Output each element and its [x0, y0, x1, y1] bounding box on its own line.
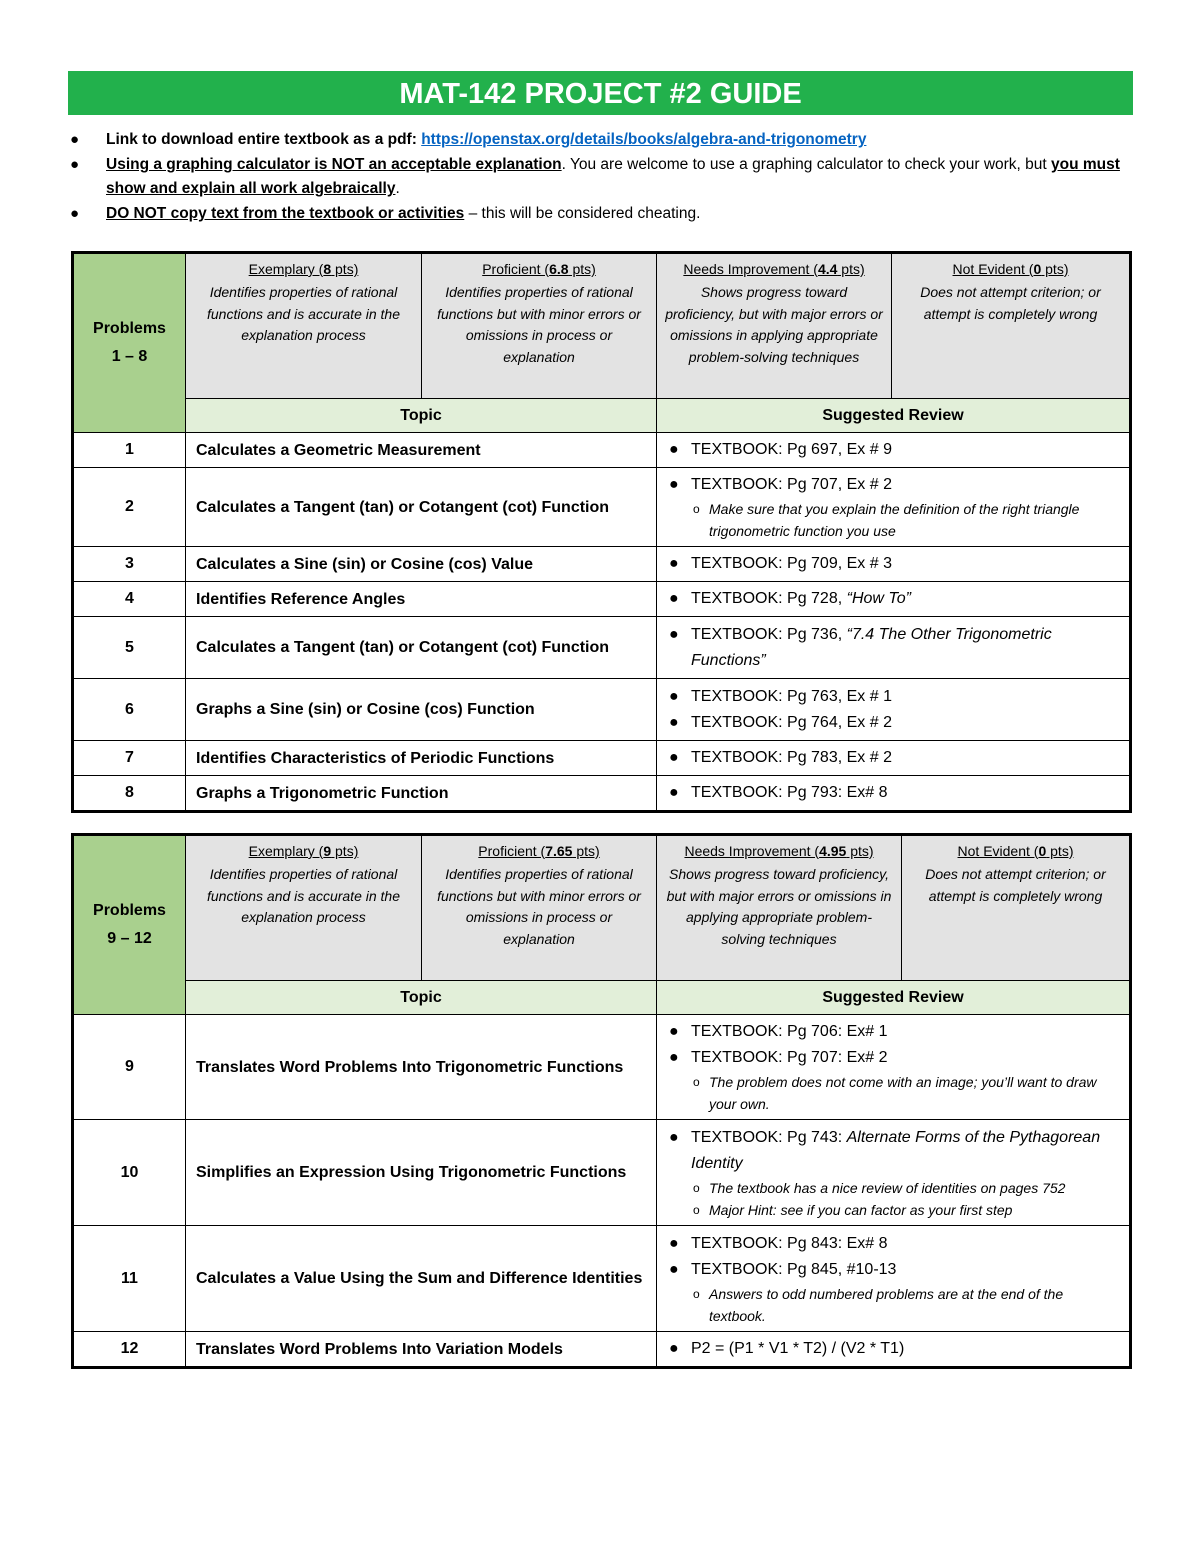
table-row: 2 Calculates a Tangent (tan) or Cotangent (cot) Function ● TEXTBOOK: Pg 707, Ex # 2 o Make sure that you explain the definition of the right triangle trigonometric function you use	[73, 468, 1131, 547]
suggested-review-header: Suggested Review	[657, 981, 1131, 1015]
topic-header: Topic	[186, 399, 657, 433]
bullet-icon: ●	[70, 131, 80, 148]
level-needs-improvement: Needs Improvement (4.4 pts) Shows progress toward proficiency, but with major errors or omissions in applying appropriate problem-solving techniques	[657, 253, 892, 399]
level-not-evident: Not Evident (0 pts) Does not attempt criterion; or attempt is completely wrong	[902, 835, 1131, 981]
table-row: 3 Calculates a Sine (sin) or Cosine (cos) Value ● TEXTBOOK: Pg 709, Ex # 3	[73, 547, 1131, 582]
table-row: 4 Identifies Reference Angles ● TEXTBOOK: Pg 728, “How To”	[73, 582, 1131, 617]
note-no-copy: ● DO NOT copy text from the textbook or activities – this will be considered cheating.	[68, 202, 1128, 226]
instructions-list	[68, 128, 1128, 227]
table-row: 11 Calculates a Value Using the Sum and Difference Identities ● TEXTBOOK: Pg 843: Ex# 8 ● TEXTBOOK: Pg 845, #10-13 o Answers to odd numbered problems are at the end of the textbook.	[73, 1226, 1131, 1332]
table-row: 12 Translates Word Problems Into Variation Models ● P2 = (P1 * V1 * T2) / (V2 * T1)	[73, 1332, 1131, 1368]
bullet-icon: ●	[70, 156, 80, 173]
page-title: MAT-142 PROJECT #2 GUIDE	[68, 71, 1133, 115]
level-needs-improvement: Needs Improvement (4.95 pts) Shows progress toward proficiency, but with major errors or omissions in applying appropriate problem-solving techniques	[657, 835, 902, 981]
bullet-icon: ●	[70, 205, 80, 222]
level-proficient: Proficient (6.8 pts) Identifies properties of rational functions but with minor errors or omissions in process or explanation	[422, 253, 657, 399]
level-proficient: Proficient (7.65 pts) Identifies properties of rational functions but with minor errors or omissions in process or explanation	[422, 835, 657, 981]
note-graphing-calculator: ● Using a graphing calculator is NOT an acceptable explanation. You are welcome to use a graphing calculator to check your work, but you must show and explain all work algebraically.	[68, 153, 1128, 201]
table-row: 7 Identifies Characteristics of Periodic Functions ● TEXTBOOK: Pg 783, Ex # 2	[73, 741, 1131, 776]
level-exemplary: Exemplary (8 pts) Identifies properties of rational functions and is accurate in the explanation process	[186, 253, 422, 399]
suggested-review-header: Suggested Review	[657, 399, 1131, 433]
note-textbook-link: ● Link to download entire textbook as a pdf: https://openstax.org/details/books/algebra-and-trigonometry	[68, 128, 1128, 152]
problems-label: Problems 1 – 8	[73, 253, 186, 433]
rubric-table-problems-1-8	[71, 251, 1132, 813]
table-row: 10 Simplifies an Expression Using Trigonometric Functions ● TEXTBOOK: Pg 743: Alternate Forms of the Pythagorean Identity o The textbook has a nice review of identities on pages 752 o Major Hint: see if you can factor as your first step	[73, 1120, 1131, 1226]
table-row: 9 Translates Word Problems Into Trigonometric Functions ● TEXTBOOK: Pg 706: Ex# 1 ● TEXTBOOK: Pg 707: Ex# 2 o The problem does not come with an image; you’ll want to draw your own.	[73, 1015, 1131, 1120]
table-row: 8 Graphs a Trigonometric Function ● TEXTBOOK: Pg 793: Ex# 8	[73, 776, 1131, 812]
level-not-evident: Not Evident (0 pts) Does not attempt criterion; or attempt is completely wrong	[892, 253, 1131, 399]
problems-label: Problems 9 – 12	[73, 835, 186, 1015]
table-row: 6 Graphs a Sine (sin) or Cosine (cos) Function ● TEXTBOOK: Pg 763, Ex # 1 ● TEXTBOOK: Pg 764, Ex # 2	[73, 679, 1131, 741]
topic-header: Topic	[186, 981, 657, 1015]
level-exemplary: Exemplary (9 pts) Identifies properties of rational functions and is accurate in the explanation process	[186, 835, 422, 981]
table-row: 1 Calculates a Geometric Measurement ● TEXTBOOK: Pg 697, Ex # 9	[73, 433, 1131, 468]
textbook-link[interactable]: https://openstax.org/details/books/algebra-and-trigonometry	[421, 131, 867, 148]
rubric-table-problems-9-12	[71, 833, 1132, 1369]
table-row: 5 Calculates a Tangent (tan) or Cotangent (cot) Function ● TEXTBOOK: Pg 736, “7.4 The Other Trigonometric Functions”	[73, 617, 1131, 679]
